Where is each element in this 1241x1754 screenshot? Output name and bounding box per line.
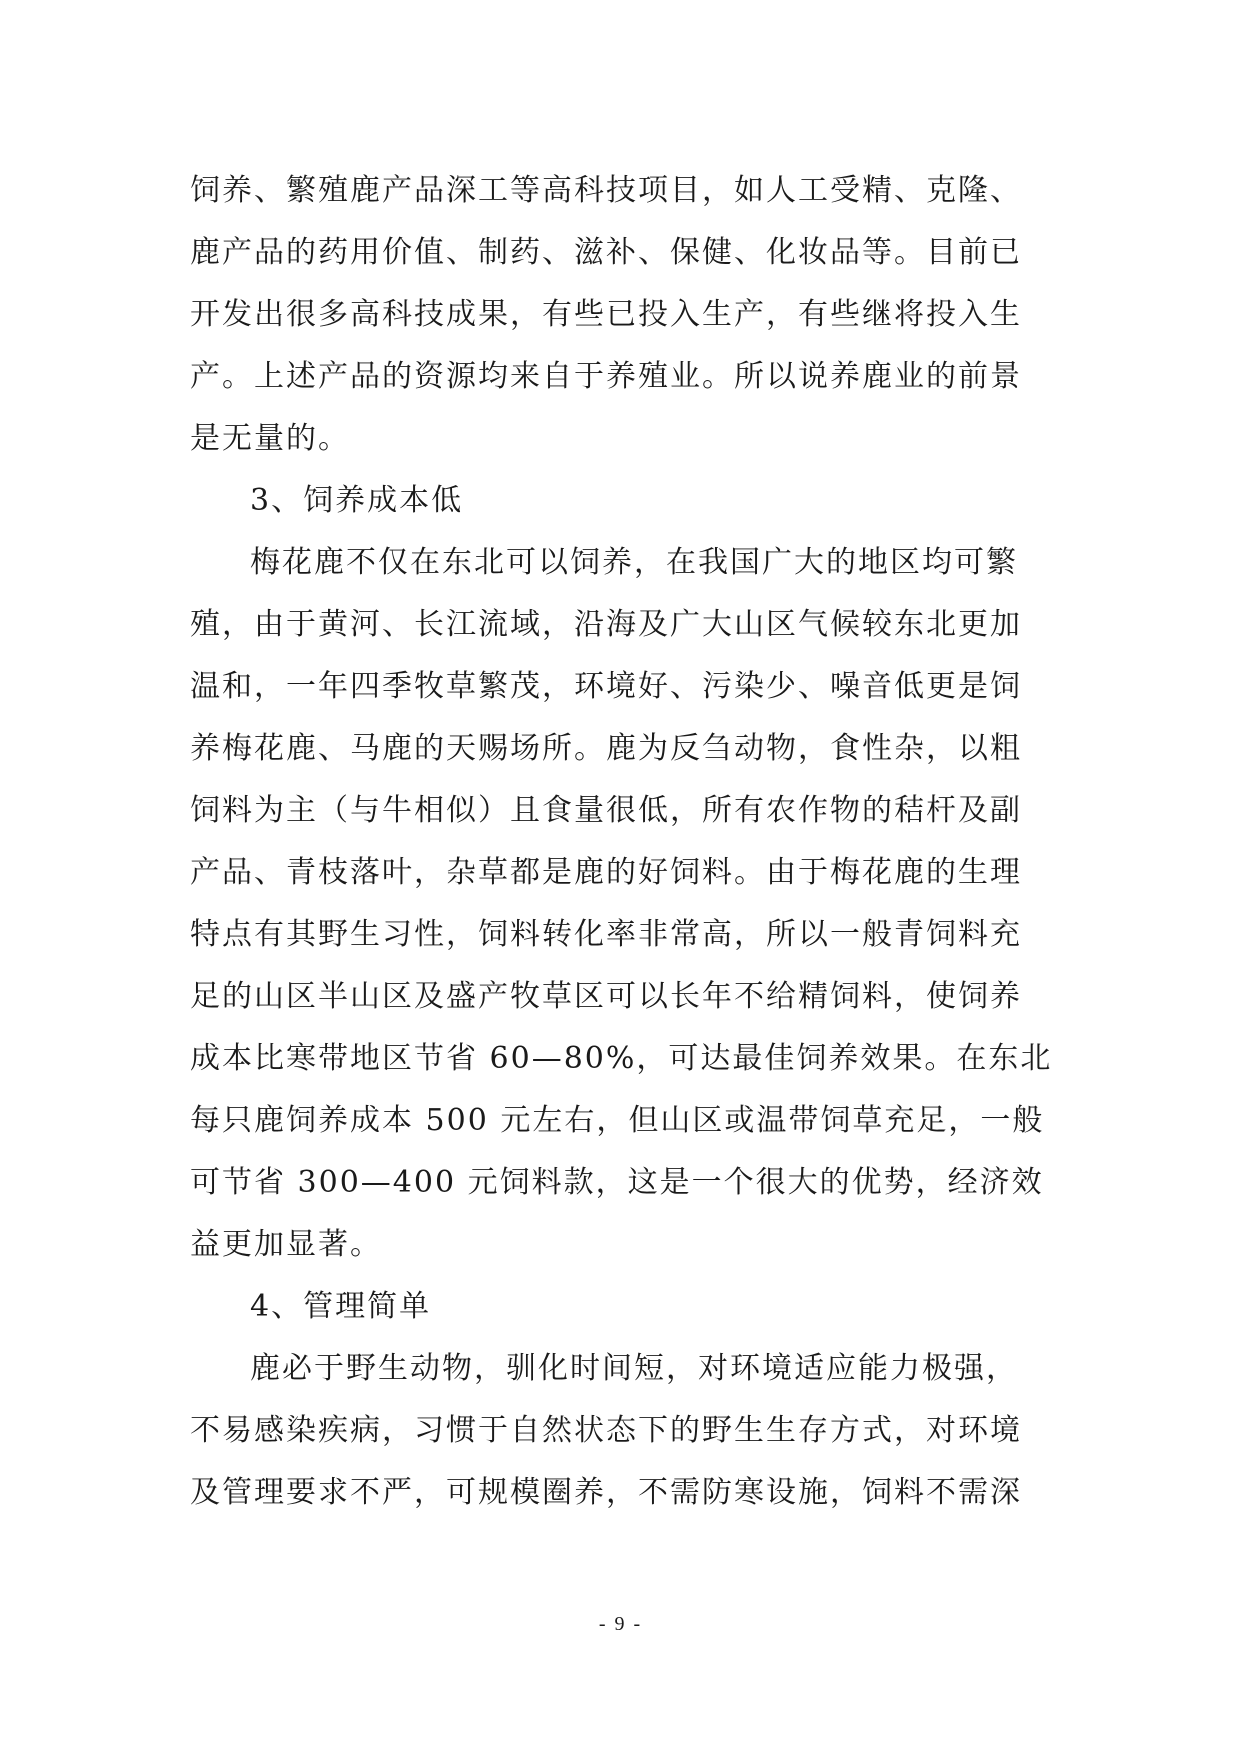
text-line: 养梅花鹿、马鹿的天赐场所。鹿为反刍动物，食性杂，以粗 [190, 731, 1022, 766]
text-line: 及管理要求不严，可规模圈养，不需防寒设施，饲料不需深 [190, 1475, 1022, 1510]
section-heading: 3、饲养成本低 [250, 483, 464, 518]
text-line: 饲养、繁殖鹿产品深工等高科技项目，如人工受精、克隆、 [190, 173, 1022, 208]
page-number: - 9 - [598, 1613, 643, 1635]
text-line: 鹿必于野生动物，驯化时间短，对环境适应能力极强， [250, 1351, 1018, 1386]
text-line: 益更加显著。 [190, 1227, 382, 1262]
text-line: 开发出很多高科技成果，有些已投入生产，有些继将投入生 [190, 297, 1022, 332]
text-line: 温和，一年四季牧草繁茂，环境好、污染少、噪音低更是饲 [190, 669, 1022, 704]
text-line: 足的山区半山区及盛产牧草区可以长年不给精饲料，使饲养 [190, 979, 1022, 1014]
text-line: 不易感染疾病，习惯于自然状态下的野生生存方式，对环境 [190, 1413, 1022, 1448]
text-line: 殖，由于黄河、长江流域，沿海及广大山区气候较东北更加 [190, 607, 1022, 642]
text-line: 梅花鹿不仅在东北可以饲养，在我国广大的地区均可繁 [250, 545, 1018, 580]
text-line: 特点有其野生习性，饲料转化率非常高，所以一般青饲料充 [190, 917, 1022, 952]
text-line: 产。上述产品的资源均来自于养殖业。所以说养鹿业的前景 [190, 359, 1022, 394]
text-line: 每只鹿饲养成本 500 元左右，但山区或温带饲草充足，一般 [190, 1103, 1045, 1138]
text-line: 可节省 300—400 元饲料款，这是一个很大的优势，经济效 [190, 1165, 1044, 1200]
text-line: 产品、青枝落叶，杂草都是鹿的好饲料。由于梅花鹿的生理 [190, 855, 1022, 890]
section-heading: 4、管理简单 [250, 1289, 432, 1324]
body-text [190, 160, 1053, 1524]
text-line: 鹿产品的药用价值、制药、滋补、保健、化妆品等。目前已 [190, 235, 1022, 270]
text-line: 成本比寒带地区节省 60—80%，可达最佳饲养效果。在东北 [190, 1041, 1053, 1076]
text-line: 饲料为主（与牛相似）且食量很低，所有农作物的秸杆及副 [190, 793, 1022, 828]
text-line: 是无量的。 [190, 421, 350, 456]
